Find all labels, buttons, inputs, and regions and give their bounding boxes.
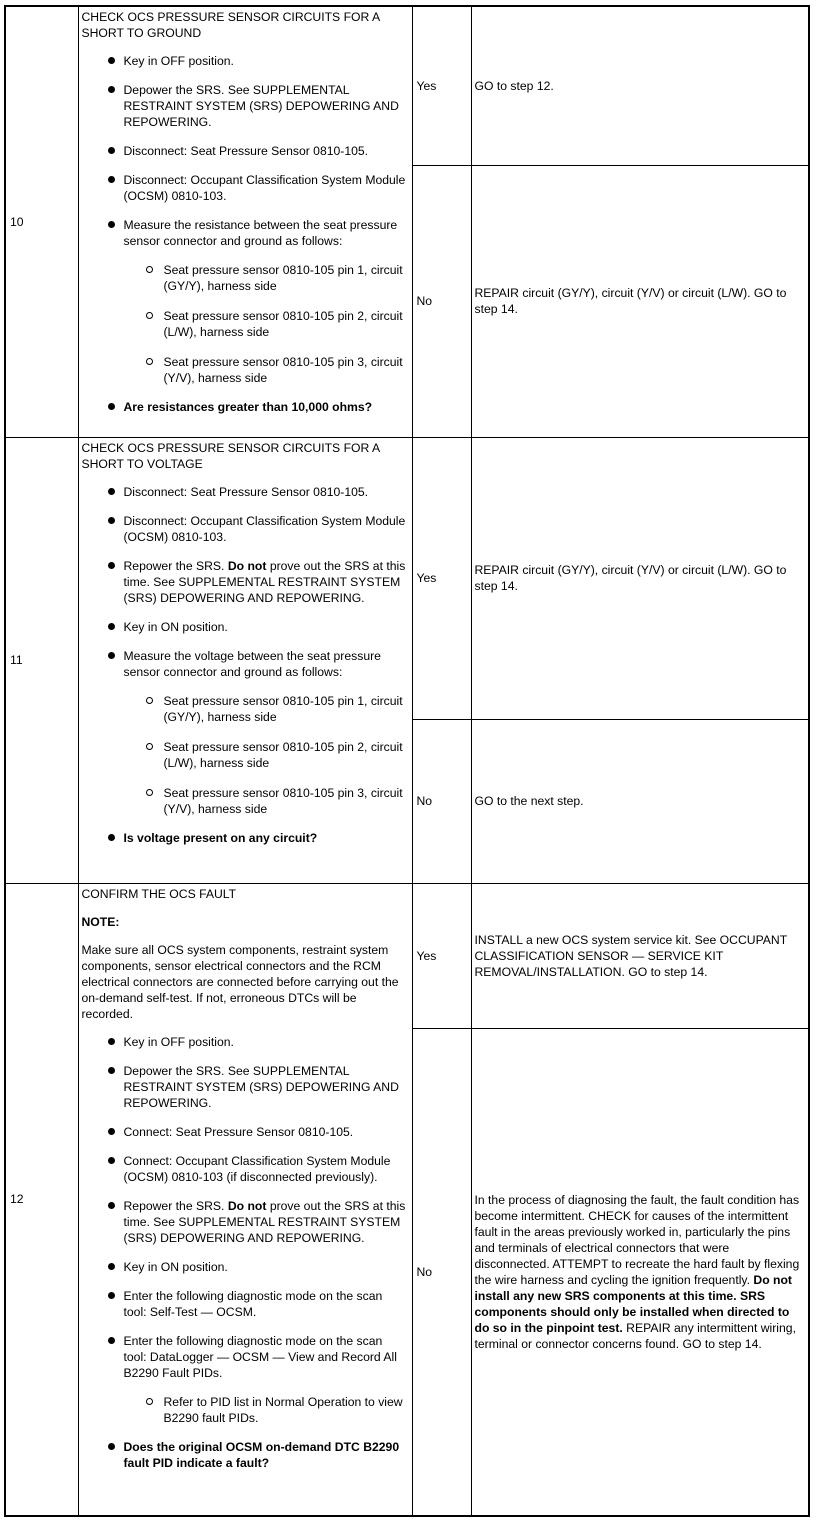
action-yes: REPAIR circuit (GY/Y), circuit (Y/V) or circuit (L/W). GO to step 14. (471, 437, 809, 719)
list-item: Depower the SRS. See SUPPLEMENTAL RESTRAINT SYSTEM (SRS) DEPOWERING AND REPOWERING. (104, 82, 409, 130)
sub-list-item: Refer to PID list in Normal Operation to view B2290 fault PIDs. (144, 1394, 409, 1426)
sub-list-item: Seat pressure sensor 0810-105 pin 2, circuit (L/W), harness side (144, 739, 409, 771)
list-item (104, 1198, 409, 1246)
step-number: 12 (5, 883, 78, 1516)
list-item: Disconnect: Occupant Classification System Module (OCSM) 0810-103. (104, 172, 409, 204)
sub-list-item: Seat pressure sensor 0810-105 pin 2, circuit (L/W), harness side (144, 308, 409, 340)
action-no: GO to the next step. (471, 719, 809, 883)
test-procedure (78, 437, 412, 883)
step-11-yes-row (5, 437, 809, 719)
action-yes: GO to step 12. (471, 6, 809, 165)
action-yes: INSTALL a new OCS system service kit. See OCCUPANT CLASSIFICATION SENSOR — SERVICE KIT REMOVAL/INSTALLATION. GO to step 14. (471, 883, 809, 1028)
question-text: Is voltage present on any circuit? (123, 830, 318, 845)
repower-warning: Do not (227, 558, 267, 573)
repower-text: Repower the SRS. (123, 558, 225, 573)
action-text: In the process of diagnosing the fault, the fault condition has become intermittent. CHECK for causes of the intermittent fault in the areas previously worked in, particularly the pins and terminals of electrical connectors that were disconnected. ATTEMPT to recreate the hard fault by flexing the wire harness and cycling the ignition frequently. (474, 1192, 800, 1287)
step-title: CONFIRM THE OCS FAULT (81, 886, 237, 901)
procedure-list (82, 484, 409, 846)
list-item-text: Measure the voltage between the seat pressure sensor connector and ground as follows: (123, 648, 381, 679)
sub-list (124, 262, 409, 386)
pinpoint-test-table (4, 5, 810, 1517)
sub-list-item: Seat pressure sensor 0810-105 pin 1, circuit (GY/Y), harness side (144, 262, 409, 294)
list-item (104, 1333, 409, 1426)
answer-no: No (412, 165, 471, 437)
list-item: Key in OFF position. (104, 53, 409, 69)
action-no-text (475, 1192, 805, 1352)
note-heading (82, 914, 409, 930)
question-text: Are resistances greater than 10,000 ohms? (123, 400, 373, 414)
list-item: Key in OFF position. (104, 1034, 409, 1050)
question-text: Does the original OCSM on-demand DTC B2290 fault PID indicate a fault? (123, 1439, 400, 1470)
test-procedure (78, 6, 412, 437)
action-no (471, 1028, 809, 1516)
question (104, 1439, 409, 1471)
answer-no: No (412, 1028, 471, 1516)
sub-list (124, 693, 409, 817)
action-warning: Do not install any new SRS components at this time. SRS components should only be installed when directed to do so in the pinpoint test. (474, 1272, 792, 1335)
list-item: Connect: Seat Pressure Sensor 0810-105. (104, 1124, 409, 1140)
action-no: REPAIR circuit (GY/Y), circuit (Y/V) or circuit (L/W). GO to step 14. (471, 165, 809, 437)
list-item: Connect: Occupant Classification System Module (OCSM) 0810-103 (if disconnected previously). (104, 1153, 409, 1185)
sub-list-item: Seat pressure sensor 0810-105 pin 1, circuit (GY/Y), harness side (144, 693, 409, 725)
repower-text: prove out the SRS at this time. See SUPPLEMENTAL RESTRAINT SYSTEM (SRS) DEPOWERING AND REPOWERING. (123, 558, 406, 605)
note-heading-text: NOTE: (81, 914, 120, 929)
list-item (104, 648, 409, 817)
list-item: Enter the following diagnostic mode on the scan tool: Self-Test — OCSM. (104, 1288, 409, 1320)
step-number: 11 (5, 437, 78, 883)
list-item: Key in ON position. (104, 1259, 409, 1275)
list-item: Depower the SRS. See SUPPLEMENTAL RESTRAINT SYSTEM (SRS) DEPOWERING AND REPOWERING. (104, 1063, 409, 1111)
repower-text: Repower the SRS. (123, 1198, 225, 1213)
answer-no: No (412, 719, 471, 883)
question (104, 830, 409, 846)
sub-list-item: Seat pressure sensor 0810-105 pin 3, circuit (Y/V), harness side (144, 354, 409, 386)
sub-list-item: Seat pressure sensor 0810-105 pin 3, circuit (Y/V), harness side (144, 785, 409, 817)
note-text: Make sure all OCS system components, restraint system components, sensor electrical connectors and the RCM electrical connectors are connected before carrying out the on-demand self-test. If not, erroneous DTCs will be recorded. (81, 942, 399, 1021)
answer-yes: Yes (412, 883, 471, 1028)
list-item: Disconnect: Occupant Classification System Module (OCSM) 0810-103. (104, 513, 409, 545)
list-item-text: Measure the resistance between the seat pressure sensor connector and ground as follows: (123, 218, 398, 248)
list-item: Disconnect: Seat Pressure Sensor 0810-105. (104, 143, 409, 159)
step-title: CHECK OCS PRESSURE SENSOR CIRCUITS FOR A SHORT TO VOLTAGE (81, 440, 380, 471)
answer-yes: Yes (412, 437, 471, 719)
question (104, 399, 409, 415)
list-item: Key in ON position. (104, 619, 409, 635)
action-text: REPAIR any intermittent wiring, terminal or connector concerns found. GO to step 14. (474, 1320, 796, 1351)
step-title: CHECK OCS PRESSURE SENSOR CIRCUITS FOR A SHORT TO GROUND (81, 10, 380, 40)
list-item (104, 558, 409, 606)
list-item: Disconnect: Seat Pressure Sensor 0810-105. (104, 484, 409, 500)
list-item-text: Enter the following diagnostic mode on the scan tool: DataLogger — OCSM — View and Record All B2290 Fault PIDs. (123, 1333, 397, 1380)
step-number: 10 (5, 6, 78, 437)
test-procedure (78, 883, 412, 1516)
answer-yes: Yes (412, 6, 471, 165)
procedure-list (82, 53, 409, 415)
procedure-list (82, 1034, 409, 1471)
repower-text: prove out the SRS at this time. See SUPPLEMENTAL RESTRAINT SYSTEM (SRS) DEPOWERING AND REPOWERING. (123, 1198, 406, 1245)
repower-warning: Do not (227, 1198, 267, 1213)
step-12-yes-row (5, 883, 809, 1028)
list-item (104, 217, 409, 386)
step-10-yes-row (5, 6, 809, 165)
sub-list (124, 1394, 409, 1426)
